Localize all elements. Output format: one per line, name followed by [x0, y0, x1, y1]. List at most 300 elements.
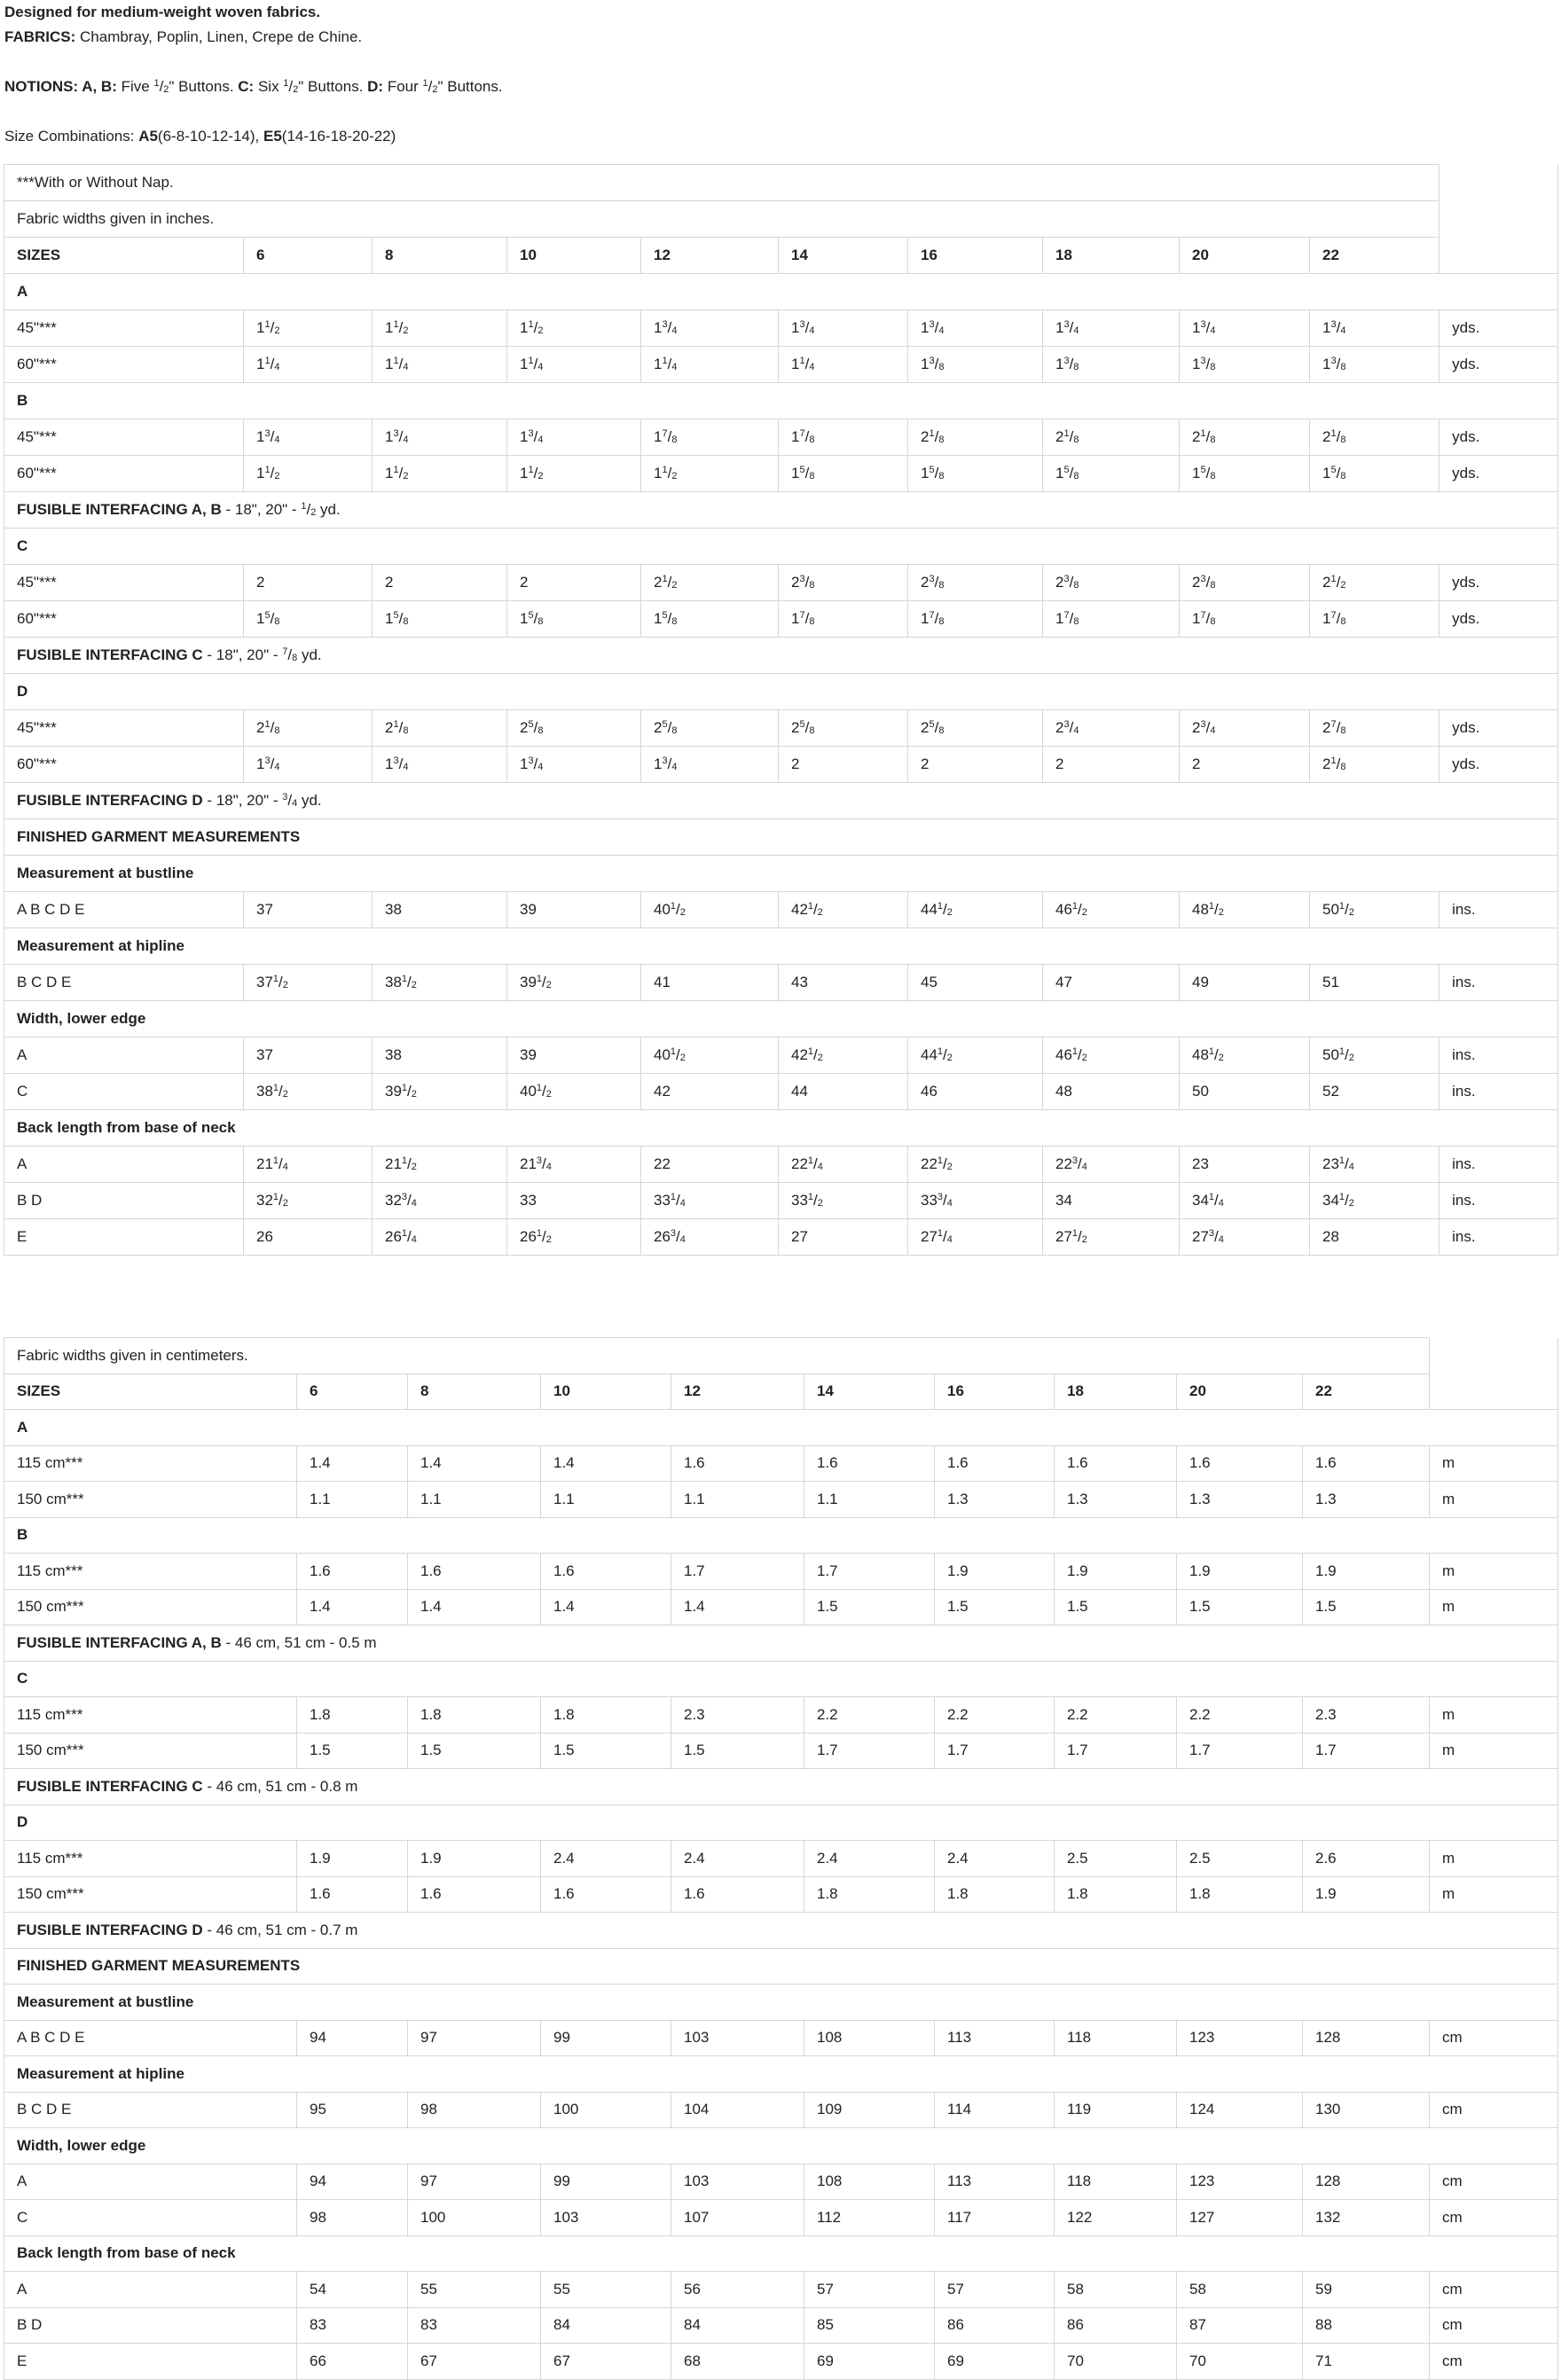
value-cell: 57 [935, 2272, 1055, 2308]
size-header: 18 [1043, 238, 1180, 274]
value-cell: 84 [541, 2307, 671, 2344]
value-cell: 54 [297, 2272, 408, 2308]
size-header: 18 [1055, 1374, 1177, 1410]
value-cell: 1.9 [1303, 1554, 1430, 1590]
value-cell: 117 [935, 2200, 1055, 2236]
value-cell: 47 [1043, 965, 1180, 1001]
value-cell: $34^1/_4$ [1180, 1183, 1310, 1219]
unit-cell: ins. [1439, 1074, 1558, 1110]
unit-cell: ins. [1439, 1037, 1558, 1074]
intro-heading: Designed for medium-weight woven fabrics. [4, 4, 321, 20]
unit-cell: ins. [1439, 1183, 1558, 1219]
value-cell: 2 [1180, 747, 1310, 783]
value-cell: 2 [779, 747, 908, 783]
table-row [4, 2344, 1558, 2380]
value-cell: 1.6 [541, 1876, 671, 1913]
value-cell: 2.4 [671, 1841, 804, 1877]
interfacing-row [4, 638, 1558, 674]
value-cell: 2 [908, 747, 1043, 783]
table-row [4, 1037, 1558, 1074]
value-cell: 26 [244, 1219, 373, 1256]
unit-cell: yds. [1439, 565, 1558, 601]
value-cell: $33^1/_4$ [641, 1183, 779, 1219]
value-cell: 1.7 [1177, 1733, 1303, 1769]
interfacing-note: FUSIBLE INTERFACING C - 46 cm, 51 cm - 0.8 m [4, 1769, 1558, 1805]
value-cell: 1.5 [1177, 1589, 1303, 1625]
blank-cell [1430, 1374, 1558, 1410]
value-cell: $44^1/_2$ [908, 1037, 1043, 1074]
section-heading: Measurement at bustline [4, 856, 1558, 892]
row-label: B C D E [4, 2092, 297, 2128]
unit-cell: cm [1430, 2092, 1558, 2128]
value-cell: 83 [408, 2307, 541, 2344]
size-header: 8 [373, 238, 507, 274]
value-cell: $27^1/_4$ [908, 1219, 1043, 1256]
size-header: 12 [671, 1374, 804, 1410]
row-label: A [4, 2164, 297, 2200]
value-cell: 70 [1177, 2344, 1303, 2380]
table-row [4, 1445, 1558, 1482]
blank-cell [1439, 165, 1558, 201]
value-cell: 1.6 [1303, 1445, 1430, 1482]
value-cell: $2^5/_8$ [908, 710, 1043, 747]
value-cell: $46^1/_2$ [1043, 1037, 1180, 1074]
blank-cell [1439, 238, 1558, 274]
value-cell: $26^1/_2$ [507, 1219, 641, 1256]
value-cell: 98 [297, 2200, 408, 2236]
table-row [4, 347, 1558, 383]
row-label: A [4, 2272, 297, 2308]
size-header: 22 [1310, 238, 1439, 274]
value-cell: 1.5 [1303, 1589, 1430, 1625]
row-label: 150 cm*** [4, 1589, 297, 1625]
value-cell: 49 [1180, 965, 1310, 1001]
value-cell: $1^7/_8$ [1180, 601, 1310, 638]
value-cell: 100 [408, 2200, 541, 2236]
sizes-label: SIZES [4, 1374, 297, 1410]
section-row [4, 383, 1558, 419]
value-cell: $27^3/_4$ [1180, 1219, 1310, 1256]
table-row [4, 2307, 1558, 2344]
row-label: 60"*** [4, 456, 244, 492]
value-cell: $22^1/_4$ [779, 1147, 908, 1183]
value-cell: 127 [1177, 2200, 1303, 2236]
section-row [4, 2235, 1558, 2272]
table-row [4, 2272, 1558, 2308]
value-cell: 2.2 [804, 1697, 935, 1734]
unit-cell: cm [1430, 2344, 1558, 2380]
value-cell: 1.7 [935, 1733, 1055, 1769]
value-cell: $21^3/_4$ [507, 1147, 641, 1183]
value-cell: 41 [641, 965, 779, 1001]
value-cell: 94 [297, 2020, 408, 2056]
value-cell: 85 [804, 2307, 935, 2344]
interfacing-note: FUSIBLE INTERFACING C - 18", 20" - $^7/_8$ yd. [4, 638, 1558, 674]
value-cell: 1.5 [541, 1733, 671, 1769]
value-cell: 39 [507, 1037, 641, 1074]
section-row [4, 1985, 1558, 2021]
section-row [4, 1948, 1558, 1985]
section-row [4, 528, 1558, 565]
value-cell: 1.5 [935, 1589, 1055, 1625]
value-cell: $1^3/_4$ [373, 747, 507, 783]
value-cell: $1^3/_8$ [908, 347, 1043, 383]
value-cell: $2^5/_8$ [779, 710, 908, 747]
table-row [4, 456, 1558, 492]
value-cell: 67 [408, 2344, 541, 2380]
unit-cell: m [1430, 1841, 1558, 1877]
value-cell: 1.4 [297, 1445, 408, 1482]
value-cell: 69 [935, 2344, 1055, 2380]
size-header: 6 [297, 1374, 408, 1410]
value-cell: 128 [1303, 2164, 1430, 2200]
unit-cell: m [1430, 1876, 1558, 1913]
value-cell: 1.4 [408, 1589, 541, 1625]
row-label: 60"*** [4, 601, 244, 638]
notions-line: NOTIONS: A, B: Five $^1/_2$" Buttons. C: Six $^1/_2$" Buttons. D: Four $^1/_2$" Buttons. [4, 78, 503, 95]
value-cell: 1.6 [1055, 1445, 1177, 1482]
value-cell: 132 [1303, 2200, 1430, 2236]
row-label: 45"*** [4, 310, 244, 347]
value-cell: 1.1 [804, 1482, 935, 1518]
unit-cell: m [1430, 1482, 1558, 1518]
section-row [4, 2056, 1558, 2093]
table-row [4, 565, 1558, 601]
value-cell: 2.5 [1055, 1841, 1177, 1877]
value-cell: 1.7 [804, 1554, 935, 1590]
row-label: 115 cm*** [4, 1445, 297, 1482]
value-cell: 45 [908, 965, 1043, 1001]
value-cell: 97 [408, 2164, 541, 2200]
row-label: C [4, 2200, 297, 2236]
size-header: 10 [507, 238, 641, 274]
section-row [4, 1001, 1558, 1037]
value-cell: 2.3 [1303, 1697, 1430, 1734]
section-heading: C [4, 528, 1558, 565]
value-cell: $40^1/_2$ [641, 1037, 779, 1074]
value-cell: $1^3/_4$ [244, 747, 373, 783]
row-label: C [4, 1074, 244, 1110]
size-combinations: Size Combinations: A5(6-8-10-12-14), E5(14-16-18-20-22) [4, 128, 396, 145]
value-cell: $2^1/_2$ [641, 565, 779, 601]
value-cell: 1.5 [408, 1733, 541, 1769]
section-heading: D [4, 1805, 1558, 1841]
row-label: E [4, 1219, 244, 1256]
interfacing-note: FUSIBLE INTERFACING D - 46 cm, 51 cm - 0.7 m [4, 1913, 1558, 1949]
unit-cell: cm [1430, 2164, 1558, 2200]
section-heading: Width, lower edge [4, 1001, 1558, 1037]
value-cell: 109 [804, 2092, 935, 2128]
pattern-intro [4, 0, 1548, 149]
value-cell: $2^5/_8$ [507, 710, 641, 747]
blank-cell [1430, 1338, 1558, 1374]
value-cell: 1.5 [297, 1733, 408, 1769]
value-cell: $39^1/_2$ [507, 965, 641, 1001]
value-cell: 69 [804, 2344, 935, 2380]
table-row [4, 2092, 1558, 2128]
row-label: E [4, 2344, 297, 2380]
value-cell: $1^3/_4$ [373, 419, 507, 456]
unit-cell: m [1430, 1589, 1558, 1625]
value-cell: $1^3/_4$ [908, 310, 1043, 347]
value-cell: $2^1/_2$ [1310, 565, 1439, 601]
value-cell: $2^3/_8$ [1043, 565, 1180, 601]
value-cell: 1.6 [297, 1876, 408, 1913]
unit-cell: cm [1430, 2200, 1558, 2236]
value-cell: 2.4 [804, 1841, 935, 1877]
value-cell: 118 [1055, 2020, 1177, 2056]
value-cell: 33 [507, 1183, 641, 1219]
unit-cell: yds. [1439, 456, 1558, 492]
value-cell: $2^1/_8$ [908, 419, 1043, 456]
size-header: 10 [541, 1374, 671, 1410]
value-cell: 1.6 [671, 1876, 804, 1913]
value-cell: 1.8 [935, 1876, 1055, 1913]
value-cell: $1^3/_4$ [641, 747, 779, 783]
yardage-table-centimeters [4, 1337, 1558, 2380]
fabrics-line: FABRICS: Chambray, Poplin, Linen, Crepe de Chine. [4, 28, 363, 45]
value-cell: $46^1/_2$ [1043, 892, 1180, 928]
value-cell: $1^5/_8$ [908, 456, 1043, 492]
value-cell: $50^1/_2$ [1310, 1037, 1439, 1074]
value-cell: 1.1 [297, 1482, 408, 1518]
value-cell: 1.6 [297, 1554, 408, 1590]
value-cell: $40^1/_2$ [507, 1074, 641, 1110]
table-row [4, 1219, 1558, 1256]
value-cell: $34^1/_2$ [1310, 1183, 1439, 1219]
size-header: 6 [244, 238, 373, 274]
value-cell: 46 [908, 1074, 1043, 1110]
row-label: 115 cm*** [4, 1554, 297, 1590]
table-row [4, 1697, 1558, 1734]
value-cell: 38 [373, 1037, 507, 1074]
value-cell: 66 [297, 2344, 408, 2380]
value-cell: 1.4 [671, 1589, 804, 1625]
value-cell: 28 [1310, 1219, 1439, 1256]
value-cell: $38^1/_2$ [244, 1074, 373, 1110]
table-row [4, 1482, 1558, 1518]
unit-cell: ins. [1439, 892, 1558, 928]
value-cell: $1^3/_4$ [1310, 310, 1439, 347]
nap-note-text: ***With or Without Nap. [4, 165, 1439, 201]
section-heading: B [4, 1517, 1558, 1554]
row-label: 60"*** [4, 747, 244, 783]
value-cell: $1^3/_4$ [507, 747, 641, 783]
value-cell: 86 [935, 2307, 1055, 2344]
value-cell: $1^1/_2$ [244, 310, 373, 347]
value-cell: 97 [408, 2020, 541, 2056]
table-row [4, 710, 1558, 747]
value-cell: 22 [641, 1147, 779, 1183]
value-cell: $27^1/_2$ [1043, 1219, 1180, 1256]
value-cell: 108 [804, 2020, 935, 2056]
unit-cell: m [1430, 1733, 1558, 1769]
value-cell: $2^1/_8$ [244, 710, 373, 747]
value-cell: 107 [671, 2200, 804, 2236]
section-heading: Back length from base of neck [4, 2235, 1558, 2272]
unit-cell: m [1430, 1697, 1558, 1734]
value-cell: $1^3/_8$ [1310, 347, 1439, 383]
value-cell: $2^1/_8$ [1310, 419, 1439, 456]
blank-cell [1439, 201, 1558, 238]
value-cell: $1^7/_8$ [641, 419, 779, 456]
value-cell: $21^1/_2$ [373, 1147, 507, 1183]
size-header: 16 [935, 1374, 1055, 1410]
value-cell: 123 [1177, 2164, 1303, 2200]
section-row [4, 819, 1558, 856]
value-cell: $2^1/_8$ [1180, 419, 1310, 456]
interfacing-row [4, 492, 1558, 528]
value-cell: $1^1/_4$ [244, 347, 373, 383]
section-heading: Measurement at bustline [4, 1985, 1558, 2021]
value-cell: 1.6 [671, 1445, 804, 1482]
value-cell: 103 [541, 2200, 671, 2236]
value-cell: 1.9 [935, 1554, 1055, 1590]
value-cell: $1^5/_8$ [1043, 456, 1180, 492]
value-cell: 98 [408, 2092, 541, 2128]
value-cell: 1.7 [1055, 1733, 1177, 1769]
value-cell: 56 [671, 2272, 804, 2308]
unit-cell: ins. [1439, 965, 1558, 1001]
value-cell: 68 [671, 2344, 804, 2380]
value-cell: $2^1/_8$ [373, 710, 507, 747]
value-cell: 1.8 [297, 1697, 408, 1734]
value-cell: $1^1/_4$ [373, 347, 507, 383]
value-cell: 103 [671, 2020, 804, 2056]
value-cell: 114 [935, 2092, 1055, 2128]
unit-cell: cm [1430, 2020, 1558, 2056]
value-cell: $1^7/_8$ [908, 601, 1043, 638]
unit-cell: yds. [1439, 419, 1558, 456]
value-cell: $1^3/_4$ [1043, 310, 1180, 347]
section-row [4, 1661, 1558, 1697]
value-cell: 2.2 [1055, 1697, 1177, 1734]
value-cell: 48 [1043, 1074, 1180, 1110]
row-label: A [4, 1037, 244, 1074]
value-cell: $1^5/_8$ [244, 601, 373, 638]
value-cell: 1.4 [297, 1589, 408, 1625]
value-cell: 1.1 [408, 1482, 541, 1518]
unit-cell: cm [1430, 2272, 1558, 2308]
width-note-text: Fabric widths given in inches. [4, 201, 1439, 238]
value-cell: 1.1 [671, 1482, 804, 1518]
value-cell: 113 [935, 2164, 1055, 2200]
section-row [4, 1110, 1558, 1147]
value-cell: 2.4 [541, 1841, 671, 1877]
unit-cell: yds. [1439, 601, 1558, 638]
unit-cell: yds. [1439, 347, 1558, 383]
value-cell: $2^3/_8$ [779, 565, 908, 601]
value-cell: $1^1/_2$ [373, 310, 507, 347]
value-cell: 52 [1310, 1074, 1439, 1110]
value-cell: 1.4 [408, 1445, 541, 1482]
value-cell: $1^1/_2$ [641, 456, 779, 492]
value-cell: 119 [1055, 2092, 1177, 2128]
size-header: 22 [1303, 1374, 1430, 1410]
value-cell: 1.8 [1177, 1876, 1303, 1913]
value-cell: $1^5/_8$ [507, 601, 641, 638]
value-cell: 2 [507, 565, 641, 601]
row-label: A B C D E [4, 2020, 297, 2056]
table-row [4, 1841, 1558, 1877]
value-cell: 2 [244, 565, 373, 601]
value-cell: 1.6 [541, 1554, 671, 1590]
value-cell: $38^1/_2$ [373, 965, 507, 1001]
unit-cell: yds. [1439, 310, 1558, 347]
value-cell: 104 [671, 2092, 804, 2128]
width-note [4, 201, 1558, 238]
value-cell: 37 [244, 892, 373, 928]
value-cell: 1.3 [1055, 1482, 1177, 1518]
value-cell: $26^1/_4$ [373, 1219, 507, 1256]
section-heading: Back length from base of neck [4, 1110, 1558, 1147]
value-cell: 99 [541, 2164, 671, 2200]
interfacing-note: FUSIBLE INTERFACING A, B - 18", 20" - $^1/_2$ yd. [4, 492, 1558, 528]
value-cell: $2^1/_8$ [1310, 747, 1439, 783]
sizes-label: SIZES [4, 238, 244, 274]
table-row [4, 2200, 1558, 2236]
section-row [4, 1805, 1558, 1841]
value-cell: 67 [541, 2344, 671, 2380]
interfacing-row [4, 1913, 1558, 1949]
table-row [4, 419, 1558, 456]
value-cell: $1^5/_8$ [641, 601, 779, 638]
value-cell: $23^1/_4$ [1310, 1147, 1439, 1183]
value-cell: $1^5/_8$ [779, 456, 908, 492]
table-row [4, 747, 1558, 783]
value-cell: 71 [1303, 2344, 1430, 2380]
value-cell: 1.3 [1303, 1482, 1430, 1518]
table-row [4, 1183, 1558, 1219]
table-row [4, 1554, 1558, 1590]
value-cell: $42^1/_2$ [779, 892, 908, 928]
section-row [4, 856, 1558, 892]
value-cell: $1^7/_8$ [1043, 601, 1180, 638]
value-cell: 94 [297, 2164, 408, 2200]
value-cell: 1.7 [671, 1554, 804, 1590]
row-label: 45"*** [4, 565, 244, 601]
row-label: B D [4, 2307, 297, 2344]
width-note [4, 1338, 1558, 1374]
value-cell: 23 [1180, 1147, 1310, 1183]
value-cell: 1.1 [541, 1482, 671, 1518]
value-cell: $1^7/_8$ [1310, 601, 1439, 638]
value-cell: $1^1/_2$ [507, 456, 641, 492]
table-row [4, 965, 1558, 1001]
nap-note [4, 165, 1558, 201]
size-header: 20 [1180, 238, 1310, 274]
value-cell: 100 [541, 2092, 671, 2128]
section-row [4, 274, 1558, 310]
unit-cell: m [1430, 1554, 1558, 1590]
row-label: 150 cm*** [4, 1482, 297, 1518]
value-cell: 2 [1043, 747, 1180, 783]
value-cell: 95 [297, 2092, 408, 2128]
value-cell: $39^1/_2$ [373, 1074, 507, 1110]
value-cell: $1^3/_4$ [244, 419, 373, 456]
value-cell: $50^1/_2$ [1310, 892, 1439, 928]
value-cell: $21^1/_4$ [244, 1147, 373, 1183]
table-row [4, 310, 1558, 347]
interfacing-note: FUSIBLE INTERFACING A, B - 46 cm, 51 cm - 0.5 m [4, 1625, 1558, 1662]
table-row [4, 1589, 1558, 1625]
value-cell: 112 [804, 2200, 935, 2236]
row-label: 60"*** [4, 347, 244, 383]
table-row [4, 1876, 1558, 1913]
section-heading: Measurement at hipline [4, 2056, 1558, 2093]
value-cell: 1.8 [804, 1876, 935, 1913]
value-cell: $33^1/_2$ [779, 1183, 908, 1219]
